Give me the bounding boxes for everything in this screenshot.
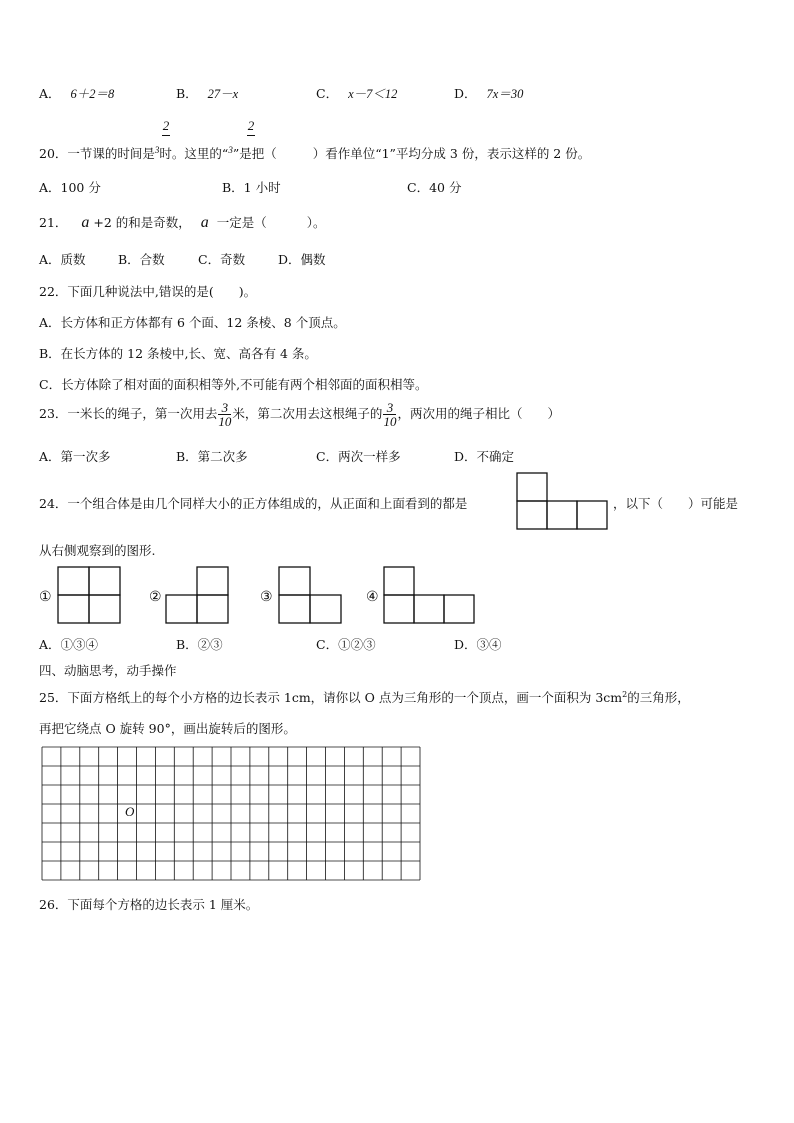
q20-fraction-1 [162,118,170,136]
fraction-numerator: 3 [218,401,231,415]
stem-text: 时。这里的“ [159,146,229,161]
q25-grid-paper[interactable] [41,746,421,881]
fraction-3-10 [383,401,396,428]
fraction-denominator: 10 [383,414,397,429]
fraction-denominator: 3 [154,144,160,155]
option-letter: B． [176,86,198,101]
q21-stem [39,213,326,232]
fraction-bar [247,135,255,136]
stem-text: 的三角形， [627,690,690,705]
q24-figure-1 [58,567,120,624]
q24-figure-2 [166,567,228,624]
q24-option-b: B．②③ [176,637,223,652]
q20-option-c: C．40 分 [407,180,462,195]
q22-option-a: A．长方体和正方体都有 6 个面、12 条棱、8 个顶点。 [39,315,346,330]
variable-a: a [200,214,209,231]
q26-stem: 26．下面每个方格的边长表示 1 厘米。 [39,897,259,912]
stem-text: 一节课的时间是 [67,146,155,161]
q20-option-a: A．100 分 [39,180,101,195]
fraction-numerator: 2 [162,118,170,133]
fraction-denominator: 3 [228,144,233,155]
q21-option-b: B．合数 [118,252,165,267]
stem-text: 米，第二次用去这根绳子的 [232,406,383,421]
q23-option-d: D．不确定 [454,449,515,464]
stem-text: ）。 [306,215,326,230]
q23-option-b: B．第二次多 [176,449,248,464]
option-letter: D． [454,86,477,101]
stem-text: +2 的和是奇数， [93,215,191,230]
stem-text: ”是把（ [232,146,277,161]
fraction-3-10 [218,401,231,428]
stem-text: 23．一米长的绳子，第一次用去 [39,406,218,421]
q19-option-c [316,84,397,102]
q23-option-a: A．第一次多 [39,449,111,464]
stem-text: ）看作单位“1”平均分成 3 份，表示这样的 2 份。 [312,146,591,161]
q24-option-d: D．③④ [454,637,502,652]
q21-option-a: A．质数 [39,252,86,267]
q19-option-a [39,84,114,102]
q20-fraction-2 [247,118,255,136]
q24-front-top-view-figure [517,473,609,530]
stem-text: 一定是（ [216,215,267,230]
q22-option-b: B．在长方体的 12 条棱中,长、宽、高各有 4 条。 [39,346,317,361]
q23-option-c: C．两次一样多 [316,449,401,464]
q22-option-c: C．长方体除了相对面的面积相等外,不可能有两个相邻面的面积相等。 [39,377,428,392]
fraction-denominator: 10 [218,414,232,429]
figure-label-1: ① [39,589,52,605]
q20-stem [39,144,590,162]
q23-stem [39,401,560,428]
q22-stem: 22．下面几种说法中,错误的是( )。 [39,284,257,299]
q24-option-c: C．①②③ [316,637,376,652]
option-letter: A． [39,86,61,101]
q24-option-a: A．①③④ [39,637,99,652]
superscript: 2 [622,689,628,699]
option-text: 7x＝30 [486,87,524,101]
stem-text: ，两次用的绳子相比（ ） [397,406,560,421]
question-number: 21． [39,215,68,230]
q25-stem-line2: 再把它绕点 O 旋转 90°，画出旋转后的图形。 [39,721,296,736]
q19-option-d [454,84,523,102]
q19-option-b [176,84,238,102]
q24-figure-4 [384,567,476,624]
section-heading: 四、动脑思考，动手操作 [39,663,177,678]
variable-a: a [81,214,90,231]
fraction-bar [162,135,170,136]
figure-label-4: ④ [366,589,379,605]
question-number: 20． [39,146,68,161]
point-o-label: O [125,804,135,819]
figure-label-3: ③ [260,589,273,605]
q25-stem-line1 [39,688,690,706]
option-text: 6＋2＝8 [70,87,115,101]
fraction-numerator: 2 [247,118,255,133]
option-text: 27－x [207,87,239,101]
q24-stem-line1-end: ，以下（ ）可能是 [613,496,739,511]
option-text: x－7＜12 [348,87,398,101]
q24-figure-3 [279,567,341,624]
fraction-numerator: 3 [383,401,396,415]
stem-text: 25．下面方格纸上的每个小方格的边长表示 1cm，请你以 O 点为三角形的一个顶点，画一个面积为 3cm [39,690,623,705]
figure-label-2: ② [149,589,162,605]
q21-option-d: D．偶数 [278,252,326,267]
q24-stem-line1: 24．一个组合体是由几个同样大小的正方体组成的，从正面和上面看到的都是 [39,496,468,511]
option-letter: C． [316,86,339,101]
q21-option-c: C．奇数 [198,252,246,267]
q20-option-b: B．1 小时 [222,180,281,195]
q24-stem-line2: 从右侧观察到的图形. [39,543,156,558]
